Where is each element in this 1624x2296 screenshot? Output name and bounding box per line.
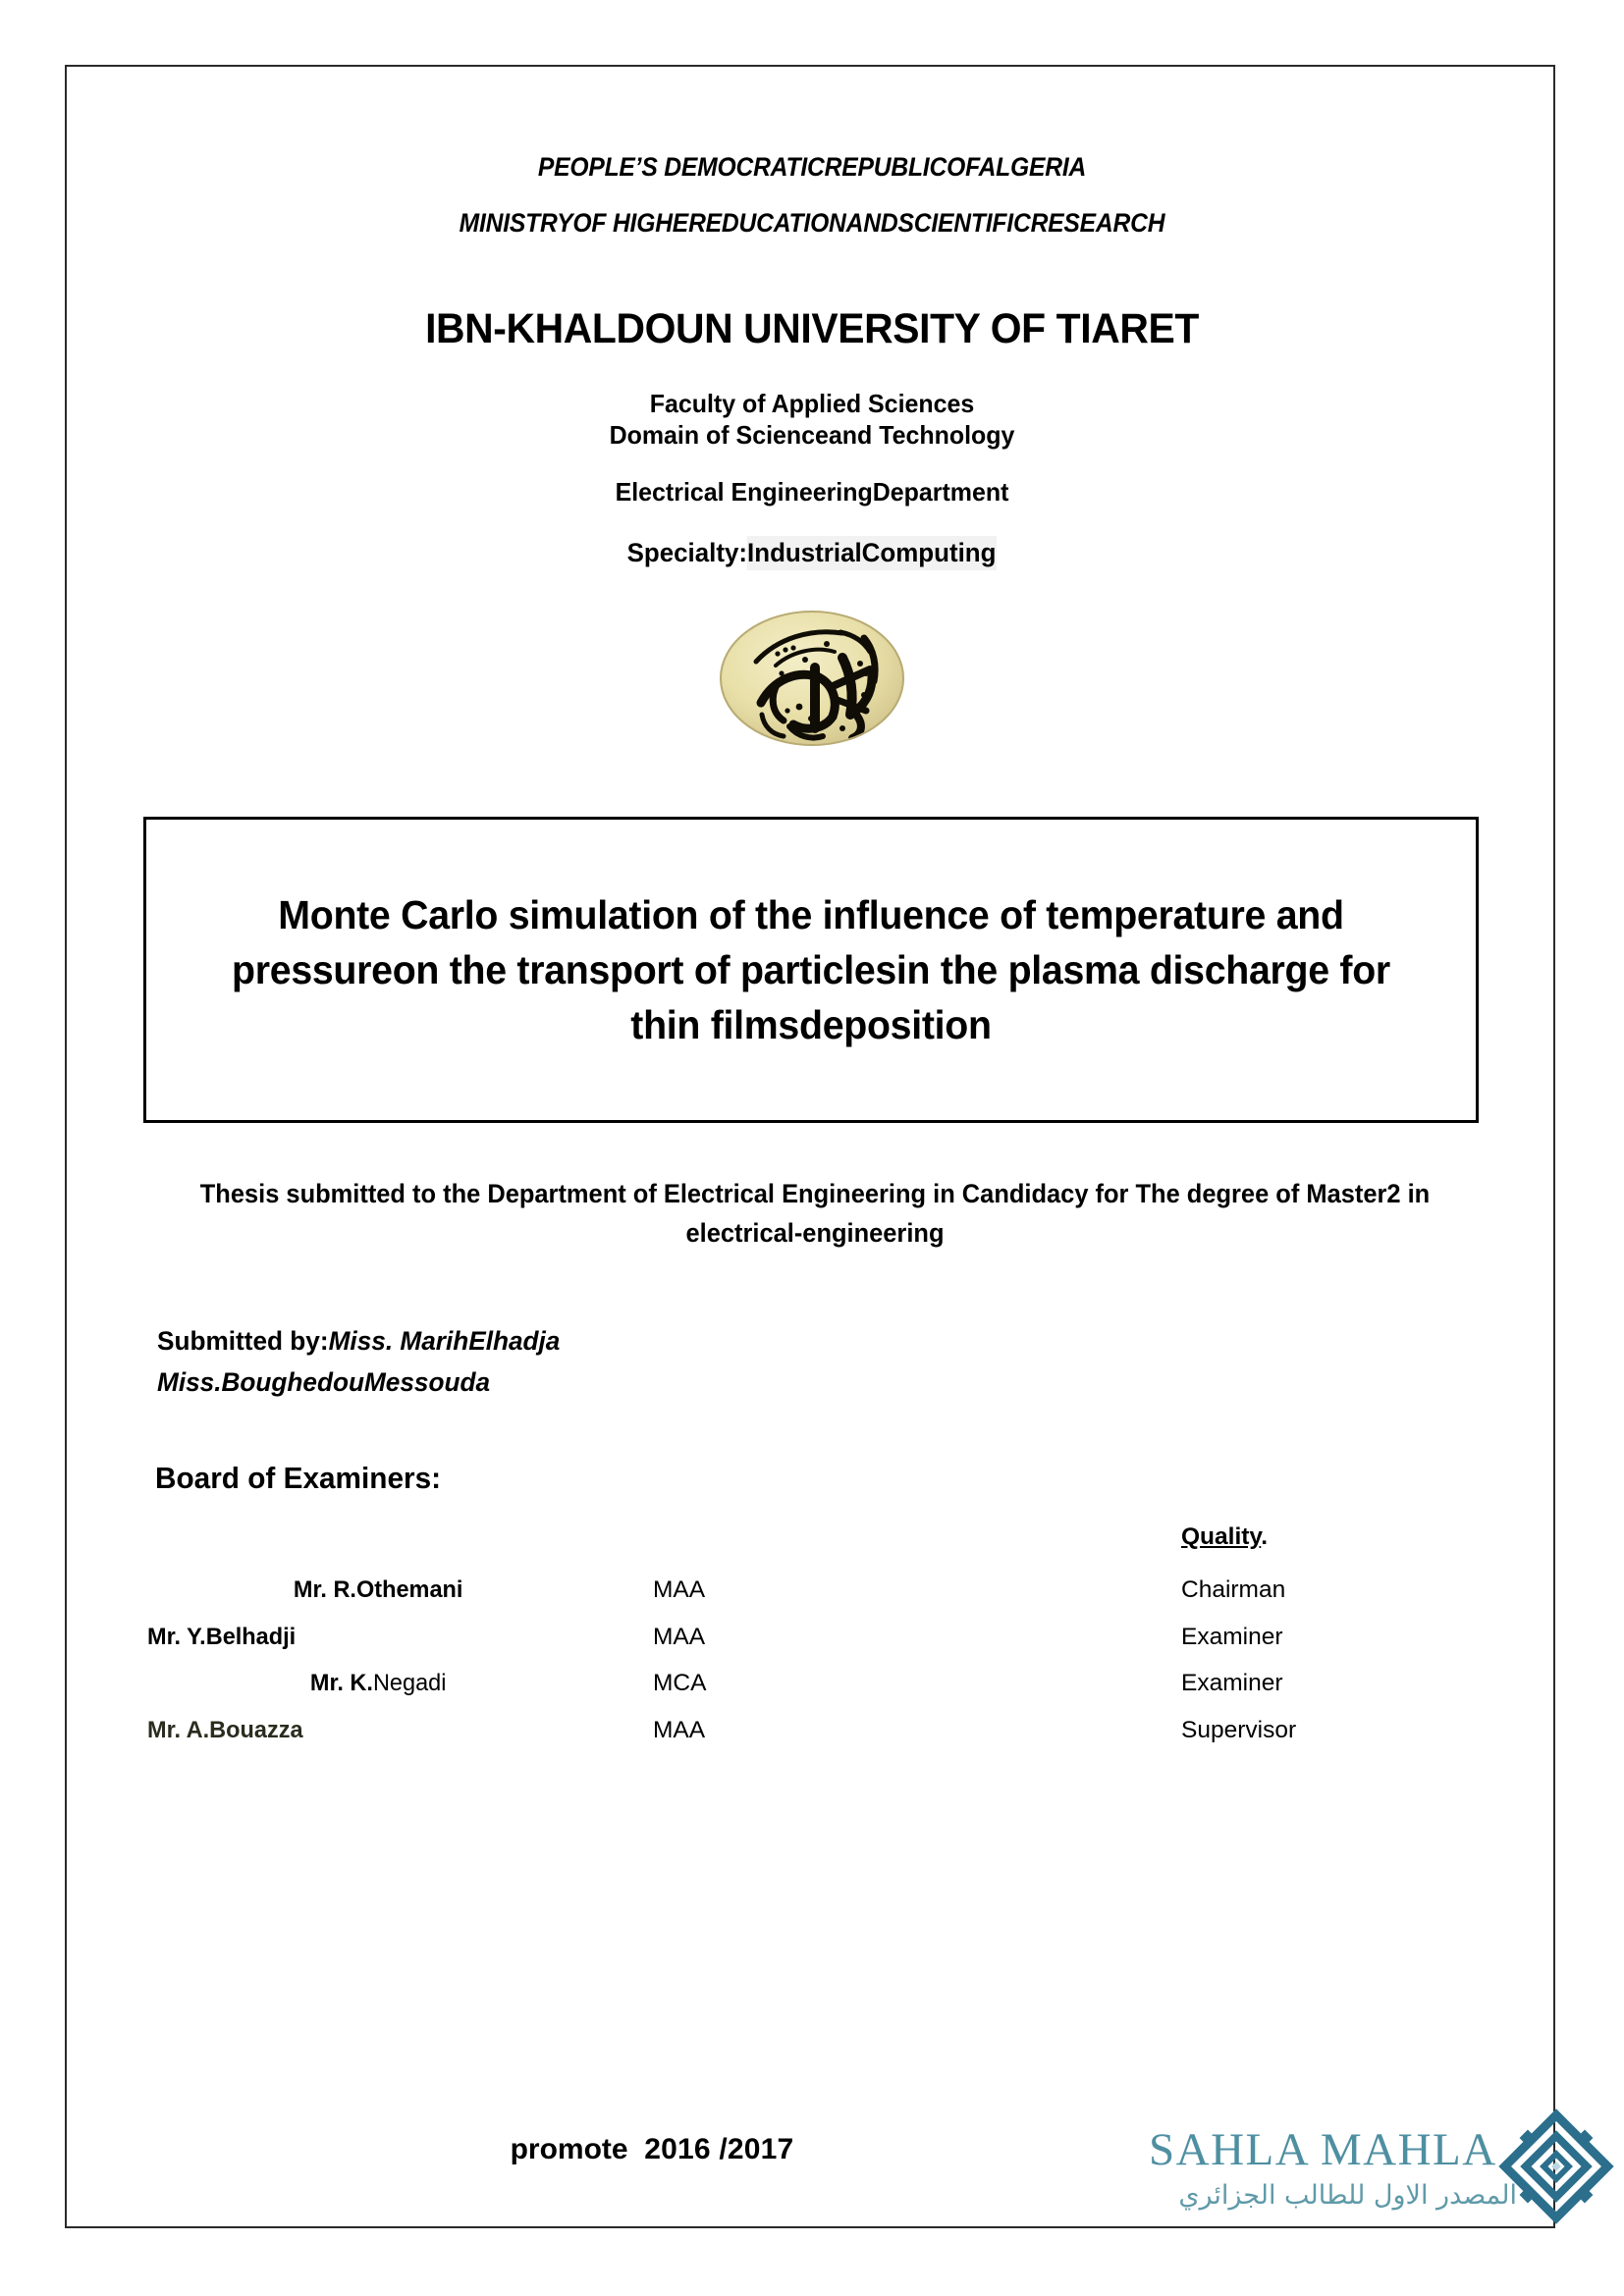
examiner-grade: MAA xyxy=(653,1624,706,1650)
examiner-role: Examiner xyxy=(1181,1670,1283,1696)
examiner-name xyxy=(147,1624,609,1651)
examiner-name-bold: Mr. A.Bouazza xyxy=(147,1717,303,1743)
examiner-name xyxy=(147,1576,609,1604)
examiner-name xyxy=(147,1717,609,1744)
thesis-statement: Thesis submitted to the Department of Electrical Engineering in Candidacy for The degree of Master2 in electrical-engineering xyxy=(199,1179,1431,1248)
specialty-line xyxy=(32,538,1592,568)
department-name: Electrical EngineeringDepartment xyxy=(615,477,1009,507)
watermark-brand: SAHLA MAHLA xyxy=(1149,2124,1497,2175)
table-row xyxy=(147,1576,1326,1623)
examiner-name-bold: Mr. R.Othemani xyxy=(293,1576,463,1603)
emblem-container xyxy=(699,601,925,758)
country-header-line: PEOPLE’S DEMOCRATICREPUBLICOFALGERIA xyxy=(537,152,1087,182)
table-row xyxy=(147,1624,1326,1670)
examiner-role: Chairman xyxy=(1181,1576,1286,1603)
submitted-by-block xyxy=(157,1320,560,1403)
examiner-role: Supervisor xyxy=(1181,1717,1297,1743)
examiner-name xyxy=(147,1670,609,1697)
quality-column-header-text: Quality xyxy=(1181,1523,1262,1550)
quality-column-header-suffix: . xyxy=(1261,1523,1269,1550)
university-name: IBN-KHALDOUN UNIVERSITY OF TIARET xyxy=(425,305,1199,352)
examiner-name-bold: Mr. Y.Belhadji xyxy=(147,1624,297,1650)
author-name-1: Miss. MarihElhadja xyxy=(328,1326,561,1356)
thesis-title-box xyxy=(143,817,1479,1123)
promote-label: promote xyxy=(510,2133,628,2165)
sahla-mahla-watermark xyxy=(1149,2115,1610,2243)
thesis-title: Monte Carlo simulation of the influence of temperature and pressureon the transport of particlesin the plasma discharge for thin filmsdeposition xyxy=(232,892,1390,1047)
faculty-name: Faculty of Applied Sciences xyxy=(649,389,975,418)
examiner-grade: MAA xyxy=(653,1717,706,1743)
table-row xyxy=(147,1670,1326,1716)
sahla-mahla-diamond-icon xyxy=(1497,2108,1615,2225)
board-of-examiners-heading: Board of Examiners: xyxy=(155,1461,442,1495)
author-name-2: Miss.BoughedouMessouda xyxy=(157,1367,491,1397)
ministry-header-line: MINISTRYOF HIGHEREDUCATIONANDSCIENTIFICRESEARCH xyxy=(459,208,1165,238)
specialty-label: Specialty: xyxy=(626,538,748,567)
watermark-tagline: المصدر الاول للطالب الجزائري xyxy=(1178,2180,1517,2211)
examiner-grade: MCA xyxy=(653,1670,707,1696)
table-row xyxy=(147,1717,1326,1763)
specialty-value: IndustrialComputing xyxy=(747,536,997,570)
domain-name: Domain of Scienceand Technology xyxy=(609,420,1015,450)
ibn-khaldoun-university-emblem-icon xyxy=(717,609,908,749)
promote-years: 2016 /2017 xyxy=(644,2133,794,2165)
submitted-by-label: Submitted by: xyxy=(157,1326,329,1356)
quality-column-header xyxy=(1181,1523,1268,1551)
examiner-name-bold: Mr. K. xyxy=(309,1670,373,1696)
examiner-role: Examiner xyxy=(1181,1624,1283,1650)
submitted-by-line-1 xyxy=(157,1320,560,1362)
examiner-name-regular: Negadi xyxy=(372,1670,447,1696)
examiner-grade: MAA xyxy=(653,1576,706,1603)
